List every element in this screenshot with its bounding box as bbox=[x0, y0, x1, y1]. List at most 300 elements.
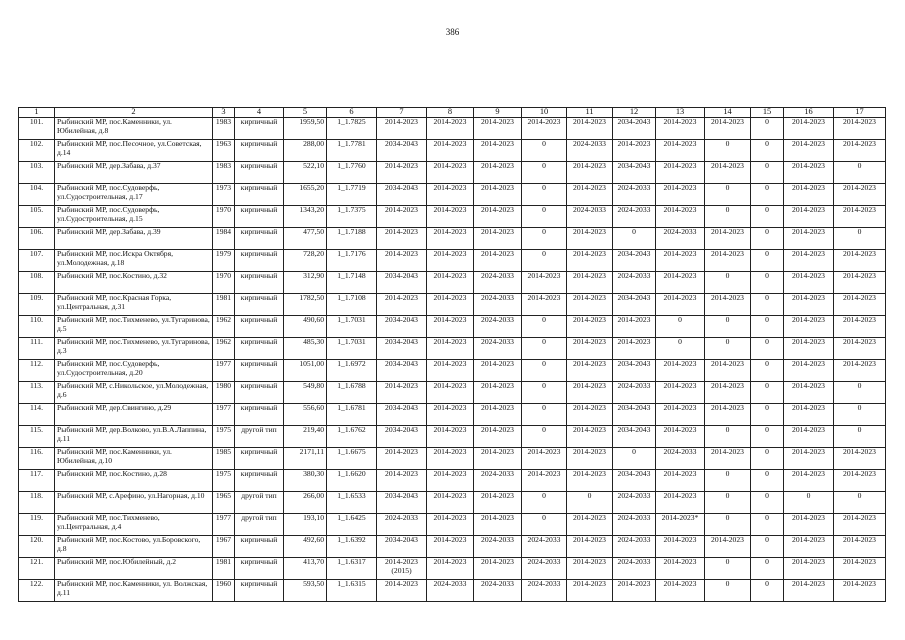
period-col-12: 2034-2043 bbox=[613, 162, 656, 184]
wall-material: кирпичный bbox=[235, 536, 284, 558]
period-col-10: 0 bbox=[522, 382, 567, 404]
period-col-10: 2014-2023 bbox=[522, 272, 567, 294]
wall-material: кирпичный bbox=[235, 118, 284, 140]
period-col-16: 2014-2023 bbox=[784, 360, 834, 382]
period-col-9: 2014-2023 bbox=[474, 558, 522, 580]
period-col-13: 2014-2023 bbox=[656, 492, 705, 514]
period-col-11: 2014-2023 bbox=[567, 228, 613, 250]
year-built: 1977 bbox=[213, 360, 235, 382]
year-built: 1980 bbox=[213, 382, 235, 404]
house-code: 1_1.7781 bbox=[327, 140, 377, 162]
area: 312,90 bbox=[284, 272, 327, 294]
house-code: 1_1.7031 bbox=[327, 338, 377, 360]
wall-material: кирпичный bbox=[235, 228, 284, 250]
period-col-8: 2014-2023 bbox=[427, 316, 474, 338]
period-col-7: 2034-2043 bbox=[377, 360, 427, 382]
column-header: 1 bbox=[19, 108, 55, 118]
year-built: 1981 bbox=[213, 294, 235, 316]
period-col-7: 2014-2023 (2015) bbox=[377, 558, 427, 580]
period-col-12: 2034-2043 bbox=[613, 426, 656, 448]
year-built: 1963 bbox=[213, 140, 235, 162]
period-col-7: 2034-2043 bbox=[377, 426, 427, 448]
table-row bbox=[19, 426, 886, 448]
house-code: 1_1.7108 bbox=[327, 294, 377, 316]
period-col-12: 2034-2043 bbox=[613, 470, 656, 492]
period-col-11: 2014-2023 bbox=[567, 294, 613, 316]
period-col-17: 2014-2023 bbox=[834, 184, 886, 206]
table-row bbox=[19, 338, 886, 360]
period-col-17: 0 bbox=[834, 162, 886, 184]
row-number: 101. bbox=[19, 118, 55, 140]
period-col-14: 2014-2023 bbox=[705, 360, 751, 382]
table-body bbox=[19, 118, 886, 602]
period-col-11: 2014-2023 bbox=[567, 580, 613, 602]
period-col-12: 2034-2043 bbox=[613, 360, 656, 382]
house-code: 1_1.6392 bbox=[327, 536, 377, 558]
period-col-10: 0 bbox=[522, 228, 567, 250]
row-number: 107. bbox=[19, 250, 55, 272]
period-col-9: 2014-2023 bbox=[474, 118, 522, 140]
period-col-7: 2034-2043 bbox=[377, 140, 427, 162]
period-col-12: 2034-2043 bbox=[613, 250, 656, 272]
period-col-17: 2014-2023 bbox=[834, 360, 886, 382]
year-built: 1983 bbox=[213, 162, 235, 184]
period-col-11: 2014-2023 bbox=[567, 316, 613, 338]
period-col-17: 2014-2023 bbox=[834, 316, 886, 338]
house-code: 1_1.7148 bbox=[327, 272, 377, 294]
house-code: 1_1.7719 bbox=[327, 184, 377, 206]
period-col-11: 2024-2033 bbox=[567, 206, 613, 228]
period-col-16: 2014-2023 bbox=[784, 338, 834, 360]
table-row bbox=[19, 580, 886, 602]
period-col-13: 2024-2033 bbox=[656, 228, 705, 250]
period-col-7: 2014-2023 bbox=[377, 162, 427, 184]
period-col-11: 2014-2023 bbox=[567, 382, 613, 404]
house-code: 1_1.6425 bbox=[327, 514, 377, 536]
column-header: 12 bbox=[613, 108, 656, 118]
period-col-8: 2014-2023 bbox=[427, 118, 474, 140]
row-number: 119. bbox=[19, 514, 55, 536]
period-col-15: 0 bbox=[751, 250, 784, 272]
period-col-13: 2014-2023 bbox=[656, 206, 705, 228]
year-built: 1970 bbox=[213, 206, 235, 228]
address: Рыбинский МР, пос.Тихменево, ул.Центральная, д.4 bbox=[55, 514, 213, 536]
address: Рыбинский МР, дер.Волково, ул.В.А.Лаппина, д.11 bbox=[55, 426, 213, 448]
period-col-10: 2014-2023 bbox=[522, 470, 567, 492]
period-col-7: 2014-2023 bbox=[377, 448, 427, 470]
row-number: 104. bbox=[19, 184, 55, 206]
row-number: 118. bbox=[19, 492, 55, 514]
row-number: 115. bbox=[19, 426, 55, 448]
period-col-12: 2014-2023 bbox=[613, 580, 656, 602]
period-col-14: 0 bbox=[705, 206, 751, 228]
period-col-7: 2014-2023 bbox=[377, 294, 427, 316]
row-number: 109. bbox=[19, 294, 55, 316]
year-built: 1975 bbox=[213, 470, 235, 492]
period-col-15: 0 bbox=[751, 272, 784, 294]
address: Рыбинский МР, пос.Каменники, ул. Юбилейная, д.8 bbox=[55, 118, 213, 140]
period-col-16: 2014-2023 bbox=[784, 206, 834, 228]
period-col-17: 2014-2023 bbox=[834, 294, 886, 316]
row-number: 122. bbox=[19, 580, 55, 602]
house-code: 1_1.6317 bbox=[327, 558, 377, 580]
period-col-11: 2014-2023 bbox=[567, 360, 613, 382]
period-col-9: 2024-2033 bbox=[474, 316, 522, 338]
period-col-15: 0 bbox=[751, 558, 784, 580]
period-col-14: 0 bbox=[705, 140, 751, 162]
period-col-10: 0 bbox=[522, 360, 567, 382]
period-col-10: 2024-2033 bbox=[522, 536, 567, 558]
period-col-16: 2014-2023 bbox=[784, 184, 834, 206]
address: Рыбинский МР, пос.Судоверфь, ул.Судостроительная, д.15 bbox=[55, 206, 213, 228]
period-col-17: 2014-2023 bbox=[834, 118, 886, 140]
table-row bbox=[19, 558, 886, 580]
period-col-15: 0 bbox=[751, 140, 784, 162]
column-header: 10 bbox=[522, 108, 567, 118]
period-col-14: 2014-2023 bbox=[705, 228, 751, 250]
table-row bbox=[19, 382, 886, 404]
address: Рыбинский МР, пос.Тихменево, ул.Тугаринова, д.5 bbox=[55, 316, 213, 338]
column-header: 7 bbox=[377, 108, 427, 118]
period-col-15: 0 bbox=[751, 360, 784, 382]
period-col-13: 0 bbox=[656, 338, 705, 360]
header-row bbox=[19, 108, 886, 118]
column-header: 4 bbox=[235, 108, 284, 118]
house-code: 1_1.6972 bbox=[327, 360, 377, 382]
area: 266,00 bbox=[284, 492, 327, 514]
year-built: 1975 bbox=[213, 426, 235, 448]
period-col-17: 2014-2023 bbox=[834, 536, 886, 558]
wall-material: кирпичный bbox=[235, 206, 284, 228]
period-col-11: 2014-2023 bbox=[567, 338, 613, 360]
wall-material: кирпичный bbox=[235, 338, 284, 360]
period-col-11: 2014-2023 bbox=[567, 272, 613, 294]
wall-material: кирпичный bbox=[235, 140, 284, 162]
period-col-8: 2014-2023 bbox=[427, 162, 474, 184]
year-built: 1977 bbox=[213, 514, 235, 536]
period-col-7: 2014-2023 bbox=[377, 470, 427, 492]
period-col-10: 0 bbox=[522, 140, 567, 162]
column-header: 11 bbox=[567, 108, 613, 118]
address: Рыбинский МР, дер.Свингино, д.29 bbox=[55, 404, 213, 426]
period-col-9: 2014-2023 bbox=[474, 426, 522, 448]
table-row bbox=[19, 294, 886, 316]
house-code: 1_1.6762 bbox=[327, 426, 377, 448]
period-col-11: 2014-2023 bbox=[567, 514, 613, 536]
period-col-7: 2014-2023 bbox=[377, 382, 427, 404]
period-col-15: 0 bbox=[751, 426, 784, 448]
period-col-16: 2014-2023 bbox=[784, 558, 834, 580]
wall-material: кирпичный bbox=[235, 448, 284, 470]
wall-material: кирпичный bbox=[235, 272, 284, 294]
period-col-12: 2014-2023 bbox=[613, 140, 656, 162]
period-col-7: 2034-2043 bbox=[377, 536, 427, 558]
period-col-11: 2014-2023 bbox=[567, 162, 613, 184]
period-col-12: 0 bbox=[613, 228, 656, 250]
period-col-8: 2014-2023 bbox=[427, 426, 474, 448]
house-code: 1_1.7825 bbox=[327, 118, 377, 140]
period-col-13: 2014-2023 bbox=[656, 382, 705, 404]
period-col-17: 2014-2023 bbox=[834, 580, 886, 602]
column-header: 16 bbox=[784, 108, 834, 118]
period-col-11: 2014-2023 bbox=[567, 470, 613, 492]
period-col-8: 2014-2023 bbox=[427, 558, 474, 580]
row-number: 116. bbox=[19, 448, 55, 470]
period-col-10: 2014-2023 bbox=[522, 294, 567, 316]
house-code: 1_1.7031 bbox=[327, 316, 377, 338]
address: Рыбинский МР, дер.Забава, д.39 bbox=[55, 228, 213, 250]
table-row bbox=[19, 470, 886, 492]
address: Рыбинский МР, пос.Юбилейный, д.2 bbox=[55, 558, 213, 580]
column-header: 5 bbox=[284, 108, 327, 118]
period-col-14: 2014-2023 bbox=[705, 162, 751, 184]
period-col-13: 2014-2023 bbox=[656, 470, 705, 492]
period-col-15: 0 bbox=[751, 338, 784, 360]
period-col-14: 2014-2023 bbox=[705, 536, 751, 558]
period-col-15: 0 bbox=[751, 206, 784, 228]
year-built: 1981 bbox=[213, 558, 235, 580]
period-col-15: 0 bbox=[751, 382, 784, 404]
table-row bbox=[19, 162, 886, 184]
period-col-17: 0 bbox=[834, 492, 886, 514]
period-col-14: 0 bbox=[705, 514, 751, 536]
house-code: 1_1.6315 bbox=[327, 580, 377, 602]
period-col-8: 2014-2023 bbox=[427, 536, 474, 558]
period-col-16: 2014-2023 bbox=[784, 228, 834, 250]
period-col-17: 0 bbox=[834, 426, 886, 448]
table-row bbox=[19, 206, 886, 228]
period-col-14: 0 bbox=[705, 316, 751, 338]
period-col-12: 2024-2033 bbox=[613, 184, 656, 206]
period-col-13: 2014-2023 bbox=[656, 558, 705, 580]
year-built: 1977 bbox=[213, 404, 235, 426]
table-row bbox=[19, 184, 886, 206]
wall-material: кирпичный bbox=[235, 294, 284, 316]
house-code: 1_1.7176 bbox=[327, 250, 377, 272]
period-col-14: 2014-2023 bbox=[705, 250, 751, 272]
period-col-9: 2014-2023 bbox=[474, 514, 522, 536]
table-row bbox=[19, 228, 886, 250]
period-col-15: 0 bbox=[751, 118, 784, 140]
period-col-13: 2014-2023* bbox=[656, 514, 705, 536]
period-col-15: 0 bbox=[751, 514, 784, 536]
period-col-12: 2034-2043 bbox=[613, 404, 656, 426]
period-col-14: 0 bbox=[705, 426, 751, 448]
period-col-16: 2014-2023 bbox=[784, 580, 834, 602]
address: Рыбинский МР, с.Арефино, ул.Нагорная, д.10 bbox=[55, 492, 213, 514]
period-col-14: 0 bbox=[705, 184, 751, 206]
column-header: 3 bbox=[213, 108, 235, 118]
table-row bbox=[19, 514, 886, 536]
period-col-10: 0 bbox=[522, 404, 567, 426]
wall-material: кирпичный bbox=[235, 250, 284, 272]
row-number: 110. bbox=[19, 316, 55, 338]
period-col-11: 2014-2023 bbox=[567, 426, 613, 448]
table-row bbox=[19, 250, 886, 272]
table-row bbox=[19, 360, 886, 382]
period-col-17: 2014-2023 bbox=[834, 514, 886, 536]
period-col-10: 0 bbox=[522, 184, 567, 206]
period-col-14: 0 bbox=[705, 272, 751, 294]
period-col-14: 0 bbox=[705, 338, 751, 360]
period-col-15: 0 bbox=[751, 316, 784, 338]
period-col-11: 2014-2023 bbox=[567, 184, 613, 206]
period-col-12: 2014-2023 bbox=[613, 316, 656, 338]
page-number: 386 bbox=[445, 27, 460, 37]
period-col-16: 2014-2023 bbox=[784, 426, 834, 448]
period-col-10: 0 bbox=[522, 426, 567, 448]
row-number: 120. bbox=[19, 536, 55, 558]
period-col-10: 0 bbox=[522, 162, 567, 184]
period-col-8: 2014-2023 bbox=[427, 184, 474, 206]
year-built: 1979 bbox=[213, 250, 235, 272]
period-col-7: 2034-2043 bbox=[377, 338, 427, 360]
period-col-10: 2014-2023 bbox=[522, 118, 567, 140]
period-col-10: 0 bbox=[522, 250, 567, 272]
period-col-16: 2014-2023 bbox=[784, 470, 834, 492]
period-col-9: 2014-2023 bbox=[474, 404, 522, 426]
period-col-11: 2014-2023 bbox=[567, 404, 613, 426]
period-col-16: 2014-2023 bbox=[784, 140, 834, 162]
period-col-10: 2014-2023 bbox=[522, 448, 567, 470]
row-number: 105. bbox=[19, 206, 55, 228]
period-col-8: 2014-2023 bbox=[427, 272, 474, 294]
row-number: 106. bbox=[19, 228, 55, 250]
period-col-11: 2014-2023 bbox=[567, 558, 613, 580]
period-col-16: 2014-2023 bbox=[784, 382, 834, 404]
row-number: 102. bbox=[19, 140, 55, 162]
period-col-12: 2014-2023 bbox=[613, 338, 656, 360]
column-header: 6 bbox=[327, 108, 377, 118]
period-col-9: 2014-2023 bbox=[474, 360, 522, 382]
period-col-9: 2014-2023 bbox=[474, 492, 522, 514]
period-col-14: 0 bbox=[705, 470, 751, 492]
year-built: 1973 bbox=[213, 184, 235, 206]
address: Рыбинский МР, пос.Костово, ул.Боровского, д.8 bbox=[55, 536, 213, 558]
wall-material: другой тип bbox=[235, 514, 284, 536]
period-col-13: 2014-2023 bbox=[656, 272, 705, 294]
period-col-12: 0 bbox=[613, 448, 656, 470]
column-header: 13 bbox=[656, 108, 705, 118]
period-col-9: 2024-2033 bbox=[474, 338, 522, 360]
period-col-14: 0 bbox=[705, 492, 751, 514]
period-col-16: 2014-2023 bbox=[784, 250, 834, 272]
period-col-11: 2014-2023 bbox=[567, 118, 613, 140]
period-col-15: 0 bbox=[751, 536, 784, 558]
address: Рыбинский МР, пос.Тихменево, ул.Тугаринова, д.3 bbox=[55, 338, 213, 360]
period-col-7: 2014-2023 bbox=[377, 206, 427, 228]
table-row bbox=[19, 448, 886, 470]
row-number: 103. bbox=[19, 162, 55, 184]
area: 193,10 bbox=[284, 514, 327, 536]
year-built: 1985 bbox=[213, 448, 235, 470]
row-number: 121. bbox=[19, 558, 55, 580]
period-col-15: 0 bbox=[751, 184, 784, 206]
period-col-17: 2014-2023 bbox=[834, 448, 886, 470]
area: 477,50 bbox=[284, 228, 327, 250]
year-built: 1983 bbox=[213, 118, 235, 140]
table-row bbox=[19, 404, 886, 426]
area: 2171,11 bbox=[284, 448, 327, 470]
period-col-8: 2014-2023 bbox=[427, 206, 474, 228]
period-col-16: 2014-2023 bbox=[784, 448, 834, 470]
period-col-17: 0 bbox=[834, 228, 886, 250]
period-col-9: 2024-2033 bbox=[474, 536, 522, 558]
period-col-17: 2014-2023 bbox=[834, 250, 886, 272]
area: 1051,00 bbox=[284, 360, 327, 382]
period-col-9: 2024-2033 bbox=[474, 580, 522, 602]
period-col-8: 2014-2023 bbox=[427, 470, 474, 492]
area: 1655,20 bbox=[284, 184, 327, 206]
address: Рыбинский МР, пос.Костино, д.28 bbox=[55, 470, 213, 492]
table-row bbox=[19, 492, 886, 514]
period-col-14: 2014-2023 bbox=[705, 118, 751, 140]
year-built: 1967 bbox=[213, 536, 235, 558]
period-col-12: 2024-2033 bbox=[613, 558, 656, 580]
house-code: 1_1.7760 bbox=[327, 162, 377, 184]
address: Рыбинский МР, пос.Искра Октября, ул.Молодежная, д.18 bbox=[55, 250, 213, 272]
period-col-13: 2024-2033 bbox=[656, 448, 705, 470]
address: Рыбинский МР, пос.Песочное, ул.Советская, д.14 bbox=[55, 140, 213, 162]
period-col-8: 2014-2023 bbox=[427, 294, 474, 316]
period-col-8: 2014-2023 bbox=[427, 338, 474, 360]
period-col-10: 0 bbox=[522, 316, 567, 338]
house-code: 1_1.7188 bbox=[327, 228, 377, 250]
column-header: 14 bbox=[705, 108, 751, 118]
column-header: 8 bbox=[427, 108, 474, 118]
row-number: 112. bbox=[19, 360, 55, 382]
period-col-17: 0 bbox=[834, 404, 886, 426]
house-code: 1_1.7375 bbox=[327, 206, 377, 228]
period-col-10: 0 bbox=[522, 206, 567, 228]
table-row bbox=[19, 118, 886, 140]
period-col-12: 2034-2043 bbox=[613, 118, 656, 140]
period-col-9: 2014-2023 bbox=[474, 162, 522, 184]
wall-material: кирпичный bbox=[235, 316, 284, 338]
column-header: 15 bbox=[751, 108, 784, 118]
row-number: 117. bbox=[19, 470, 55, 492]
wall-material: другой тип bbox=[235, 426, 284, 448]
period-col-9: 2014-2023 bbox=[474, 382, 522, 404]
period-col-12: 2034-2043 bbox=[613, 294, 656, 316]
year-built: 1962 bbox=[213, 316, 235, 338]
area: 549,80 bbox=[284, 382, 327, 404]
wall-material: кирпичный bbox=[235, 184, 284, 206]
period-col-15: 0 bbox=[751, 162, 784, 184]
period-col-8: 2014-2023 bbox=[427, 228, 474, 250]
period-col-13: 2014-2023 bbox=[656, 118, 705, 140]
period-col-12: 2024-2033 bbox=[613, 206, 656, 228]
house-code: 1_1.6533 bbox=[327, 492, 377, 514]
table-row bbox=[19, 316, 886, 338]
period-col-10: 2024-2033 bbox=[522, 558, 567, 580]
table-row bbox=[19, 272, 886, 294]
area: 490,60 bbox=[284, 316, 327, 338]
wall-material: кирпичный bbox=[235, 470, 284, 492]
year-built: 1970 bbox=[213, 272, 235, 294]
wall-material: кирпичный bbox=[235, 558, 284, 580]
year-built: 1984 bbox=[213, 228, 235, 250]
period-col-13: 0 bbox=[656, 316, 705, 338]
period-col-12: 2024-2033 bbox=[613, 536, 656, 558]
period-col-12: 2024-2033 bbox=[613, 382, 656, 404]
period-col-10: 0 bbox=[522, 514, 567, 536]
period-col-14: 0 bbox=[705, 580, 751, 602]
period-col-16: 2014-2023 bbox=[784, 118, 834, 140]
period-col-9: 2014-2023 bbox=[474, 206, 522, 228]
address: Рыбинский МР, пос.Каменники, ул. Юбилейная, д.10 bbox=[55, 448, 213, 470]
area: 413,70 bbox=[284, 558, 327, 580]
